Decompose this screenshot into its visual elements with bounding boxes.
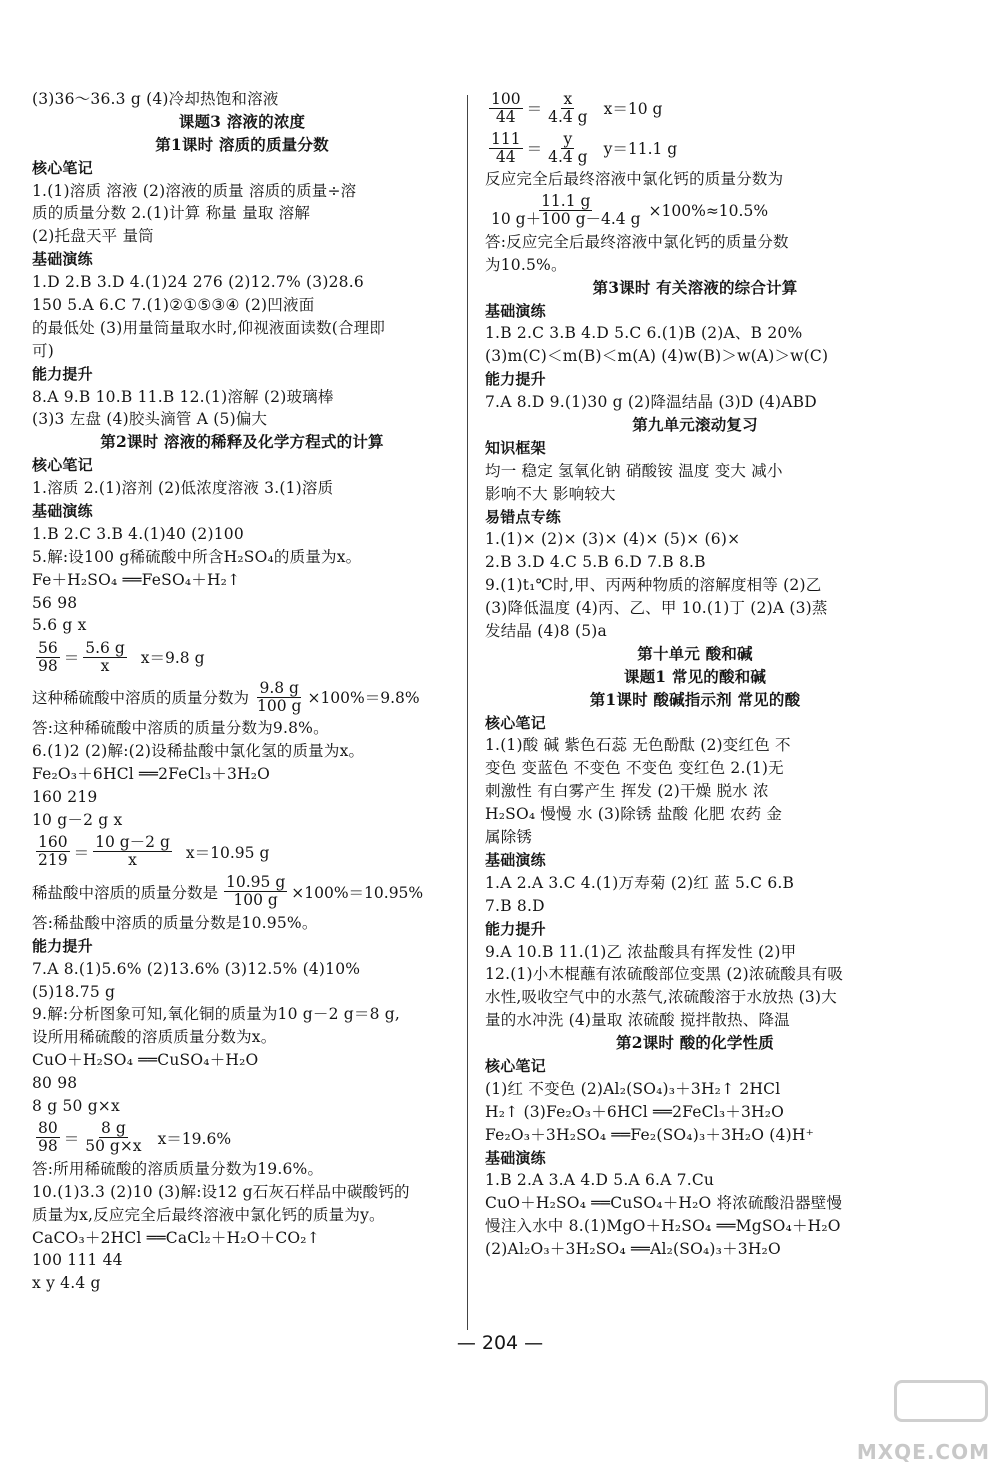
- fraction: [93, 834, 172, 869]
- denominator: x: [100, 656, 110, 675]
- equation-result: x＝19.6%: [157, 1129, 232, 1148]
- section-label: 基础演练: [485, 301, 546, 320]
- left-column: [32, 88, 452, 1295]
- numerator: 80: [38, 1119, 58, 1138]
- answer-line: 160 219: [32, 788, 98, 807]
- answer-line: 1.(1)酸 碱 紫色石蕊 无色酚酞 (2)变红色 不: [485, 736, 791, 755]
- answer-line: 均一 稳定 氢氧化钠 硝酸铵 温度 变大 减小: [485, 461, 783, 480]
- denominator: 44: [495, 107, 516, 126]
- lesson-heading: 第3课时 有关溶液的综合计算: [592, 277, 798, 297]
- section-label: 核心笔记: [485, 1056, 546, 1075]
- section-label: 知识框架: [485, 438, 546, 457]
- answer-line: 2.B 3.D 4.C 5.B 6.D 7.B 8.B: [485, 553, 706, 572]
- answer-line: Fe₂O₃＋6HCl ══2FeCl₃＋3H₂O: [32, 765, 271, 784]
- answer-line: (2)Al₂O₃＋3H₂SO₄ ══Al₂(SO₄)₃＋3H₂O: [485, 1240, 781, 1259]
- answer-line: 的最低处 (3)用量筒量取水时,仰视液面读数(合理即: [32, 318, 386, 337]
- column-divider: [467, 95, 468, 1330]
- fraction: [255, 680, 303, 715]
- answer-line: x y 4.4 g: [32, 1274, 101, 1293]
- numerator: x: [563, 89, 573, 108]
- answer-line: CaCO₃＋2HCl ══CaCl₂＋H₂O＋CO₂↑: [32, 1228, 320, 1247]
- denominator: 4.4 g: [548, 147, 588, 166]
- denominator: 10 g＋100 g－4.4 g: [491, 210, 641, 229]
- numerator: 111: [491, 129, 521, 148]
- answer-line: H₂↑ (3)Fe₂O₃＋6HCl ══2FeCl₃＋3H₂O: [485, 1102, 785, 1121]
- fraction: [36, 834, 70, 869]
- page-number: — 204 —: [456, 1332, 544, 1354]
- answer-line: 12.(1)小木棍蘸有浓硫酸部位变黑 (2)浓硫酸具有吸: [485, 965, 844, 984]
- equation-line: [32, 832, 452, 872]
- watermark-logo: MXQE.COM: [856, 1440, 990, 1464]
- equation-line: [32, 637, 452, 677]
- numerator: y: [563, 129, 573, 148]
- answer-line: 150 5.A 6.C 7.(1)②①⑤③④ (2)凹液面: [32, 296, 315, 315]
- answer-line: 答:所用稀硫酸的溶质质量分数为19.6%。: [32, 1159, 324, 1178]
- lesson-heading: 第2课时 溶液的稀释及化学方程式的计算: [100, 432, 384, 452]
- equation-line: [485, 191, 905, 231]
- answer-line: 可): [32, 341, 54, 360]
- numerator: 10.95 g: [226, 873, 286, 892]
- answer-line: 1.D 2.B 3.D 4.(1)24 276 (2)12.7% (3)28.6: [32, 273, 364, 292]
- answer-line: 水性,吸收空气中的水蒸气,浓硫酸溶于水放热 (3)大: [485, 988, 837, 1007]
- answer-line: (2)托盘天平 量筒: [32, 227, 154, 246]
- answer-line: 10 g－2 g x: [32, 810, 123, 829]
- answer-line: 设所用稀硫酸的溶质质量分数为x。: [32, 1028, 277, 1047]
- lesson-heading: 第1课时 酸碱指示剂 常见的酸: [589, 689, 801, 709]
- fraction: [489, 91, 523, 126]
- denominator: 100 g: [233, 891, 278, 910]
- denominator: x: [128, 851, 137, 870]
- answer-line: 影响不大 影响较大: [485, 484, 616, 503]
- equation-line: [32, 872, 452, 912]
- equals-sign: ＝: [73, 843, 90, 862]
- denominator: 98: [38, 656, 58, 675]
- answer-line: 属除锈: [485, 828, 533, 847]
- answer-line: (3)降低温度 (4)丙、乙、甲 10.(1)丁 (2)A (3)蒸: [485, 599, 828, 618]
- fraction: [489, 193, 643, 228]
- equals-sign: ＝: [63, 649, 80, 668]
- section-label: 能力提升: [32, 936, 93, 955]
- denominator: 44: [495, 147, 516, 166]
- answer-line: Fe₂O₃＋3H₂SO₄ ══Fe₂(SO₄)₃＋3H₂O (4)H⁺: [485, 1125, 814, 1144]
- fraction: [36, 640, 60, 675]
- numerator: 56: [38, 638, 58, 657]
- equation-line: [485, 88, 905, 128]
- fraction: [489, 131, 523, 166]
- equation-line: [485, 128, 905, 168]
- fraction: [546, 91, 590, 126]
- answer-line: 7.A 8.(1)5.6% (2)13.6% (3)12.5% (4)10%: [32, 959, 361, 978]
- equation-prefix: 这种稀硫酸中溶质的质量分数为: [32, 689, 250, 708]
- answer-line: 9.(1)t₁℃时,甲、丙两种物质的溶解度相等 (2)乙: [485, 576, 822, 595]
- answer-line: 7.B 8.D: [485, 896, 545, 915]
- fraction: [36, 1120, 60, 1155]
- answer-line: H₂SO₄ 慢慢 水 (3)除锈 盐酸 化肥 农药 金: [485, 805, 783, 824]
- answer-line: 5.6 g x: [32, 616, 87, 635]
- denominator: 219: [38, 851, 68, 870]
- denominator: 50 g×x: [85, 1137, 142, 1156]
- answer-line: Fe＋H₂SO₄ ══FeSO₄＋H₂↑: [32, 570, 241, 589]
- answer-line: 反应完全后最终溶液中氯化钙的质量分数为: [485, 170, 784, 188]
- answer-line: 答:稀盐酸中溶质的质量分数是10.95%。: [32, 913, 318, 932]
- answer-line: (3)3 左盘 (4)胶头滴管 A (5)偏大: [32, 410, 268, 429]
- section-label: 基础演练: [485, 1148, 546, 1167]
- equation-line: [32, 677, 452, 717]
- answer-line: (1)红 不变色 (2)Al₂(SO₄)₃＋3H₂↑ 2HCl: [485, 1079, 781, 1098]
- equation-result: x＝10.95 g: [185, 843, 270, 862]
- answer-line: CuO＋H₂SO₄ ══CuSO₄＋H₂O: [32, 1051, 259, 1070]
- equation-result: x＝10 g: [603, 100, 663, 118]
- denominator: 98: [38, 1137, 58, 1156]
- answer-line: 6.(1)2 (2)解:(2)设稀盐酸中氯化氢的质量为x。: [32, 742, 365, 761]
- answer-line: 答:这种稀硫酸中溶质的质量分数为9.8%。: [32, 719, 329, 738]
- section-label: 核心笔记: [485, 713, 546, 732]
- numerator: 5.6 g: [85, 638, 125, 657]
- answer-line: 80 98: [32, 1074, 78, 1093]
- answer-line: 为10.5%。: [485, 255, 567, 274]
- lesson-heading: 第1课时 溶质的质量分数: [155, 134, 329, 154]
- answer-line: 100 111 44: [32, 1251, 123, 1270]
- equation-result: ×100%＝9.8%: [307, 689, 420, 708]
- answer-line: 刺激性 有白雾产生 挥发 (2)干燥 脱水 浓: [485, 782, 769, 801]
- equals-sign: ＝: [526, 100, 543, 118]
- denominator: 100 g: [257, 696, 302, 715]
- lesson-heading: 第九单元滚动复习: [632, 415, 758, 435]
- fraction: [83, 1120, 143, 1155]
- answer-line: (3)m(C)＜m(B)＜m(A) (4)w(B)＞w(A)＞w(C): [485, 347, 829, 366]
- section-label: 易错点专练: [485, 507, 562, 526]
- equals-sign: ＝: [526, 140, 543, 158]
- equals-sign: ＝: [63, 1129, 80, 1148]
- section-label: 核心笔记: [32, 456, 93, 475]
- answer-line: 量的水冲洗 (4)量取 浓硫酸 搅拌散热、降温: [485, 1011, 790, 1030]
- answer-line: 变色 变蓝色 不变色 不变色 变红色 2.(1)无: [485, 759, 784, 778]
- equation-result: ×100%≈10.5%: [648, 201, 769, 220]
- equation-line: [32, 1118, 452, 1158]
- answer-line: 8.A 9.B 10.B 11.B 12.(1)溶解 (2)玻璃棒: [32, 387, 334, 406]
- answer-line: 发结晶 (4)8 (5)a: [485, 622, 607, 641]
- fraction: [224, 874, 287, 909]
- answer-line: 5.解:设100 g稀硫酸中所含H₂SO₄的质量为x。: [32, 547, 362, 566]
- lesson-heading: 第2课时 酸的化学性质: [616, 1033, 774, 1053]
- answer-line: 1.A 2.A 3.C 4.(1)万寿菊 (2)红 蓝 5.C 6.B: [485, 873, 795, 892]
- answer-line: (5)18.75 g: [32, 982, 116, 1001]
- answer-line: 10.(1)3.3 (2)10 (3)解:设12 g石灰石样品中碳酸钙的: [32, 1182, 410, 1201]
- equation-result: x＝9.8 g: [140, 649, 205, 668]
- answer-line: 1.(1)× (2)× (3)× (4)× (5)× (6)×: [485, 530, 741, 549]
- equation-result: y＝11.1 g: [603, 140, 678, 158]
- answer-line: 56 98: [32, 593, 78, 612]
- section-label: 能力提升: [485, 919, 546, 938]
- lesson-heading: 第十单元 酸和碱: [637, 643, 753, 663]
- fraction: [83, 640, 127, 675]
- section-label: 基础演练: [32, 502, 93, 521]
- answer-line: 9.解:分析图象可知,氧化铜的质量为10 g－2 g＝8 g,: [32, 1005, 401, 1024]
- section-label: 基础演练: [32, 250, 93, 269]
- answer-line: 质量为x,反应完全后最终溶液中氯化钙的质量为y。: [32, 1205, 385, 1224]
- answer-line: 答:反应完全后最终溶液中氯化钙的质量分数: [485, 232, 789, 251]
- equation-prefix: 稀盐酸中溶质的质量分数是: [32, 883, 219, 902]
- answer-line: CuO＋H₂SO₄ ══CuSO₄＋H₂O 将浓硫酸沿器壁慢: [485, 1194, 843, 1213]
- lesson-heading: 课题3 溶液的浓度: [178, 111, 306, 131]
- equation-result: ×100%＝10.95%: [291, 883, 424, 902]
- answer-line: 质的质量分数 2.(1)计算 称量 量取 溶解: [32, 204, 311, 223]
- numerator: 9.8 g: [259, 678, 299, 697]
- numerator: 160: [38, 833, 68, 852]
- numerator: 8 g: [101, 1119, 126, 1138]
- numerator: 10 g－2 g: [95, 833, 170, 852]
- answer-line: 1.溶质 2.(1)溶剂 (2)低浓度溶液 3.(1)溶质: [32, 479, 334, 498]
- answer-line: 1.B 2.C 3.B 4.(1)40 (2)100: [32, 524, 244, 543]
- numerator: 11.1 g: [541, 192, 591, 211]
- watermark-logo-frame: [894, 1380, 988, 1422]
- section-label: 核心笔记: [32, 158, 93, 177]
- section-label: 能力提升: [32, 364, 93, 383]
- right-column: [485, 88, 905, 1261]
- answer-line: 慢注入水中 8.(1)MgO＋H₂SO₄ ══MgSO₄＋H₂O: [485, 1217, 841, 1236]
- section-label: 基础演练: [485, 850, 546, 869]
- answer-line: (3)36～36.3 g (4)冷却热饱和溶液: [32, 90, 279, 108]
- answer-line: 1.(1)溶质 溶液 (2)溶液的质量 溶质的质量÷溶: [32, 181, 357, 200]
- answer-line: 1.B 2.C 3.B 4.D 5.C 6.(1)B (2)A、B 20%: [485, 324, 803, 343]
- section-label: 能力提升: [485, 370, 546, 389]
- fraction: [546, 131, 590, 166]
- answer-line: 1.B 2.A 3.A 4.D 5.A 6.A 7.Cu: [485, 1171, 715, 1190]
- denominator: 4.4 g: [548, 107, 588, 126]
- numerator: 100: [491, 89, 521, 108]
- answer-line: 7.A 8.D 9.(1)30 g (2)降温结晶 (3)D (4)ABD: [485, 393, 817, 412]
- answer-line: 8 g 50 g×x: [32, 1096, 120, 1115]
- lesson-heading: 课题1 常见的酸和碱: [623, 666, 767, 686]
- answer-line: 9.A 10.B 11.(1)乙 浓盐酸具有挥发性 (2)甲: [485, 942, 797, 961]
